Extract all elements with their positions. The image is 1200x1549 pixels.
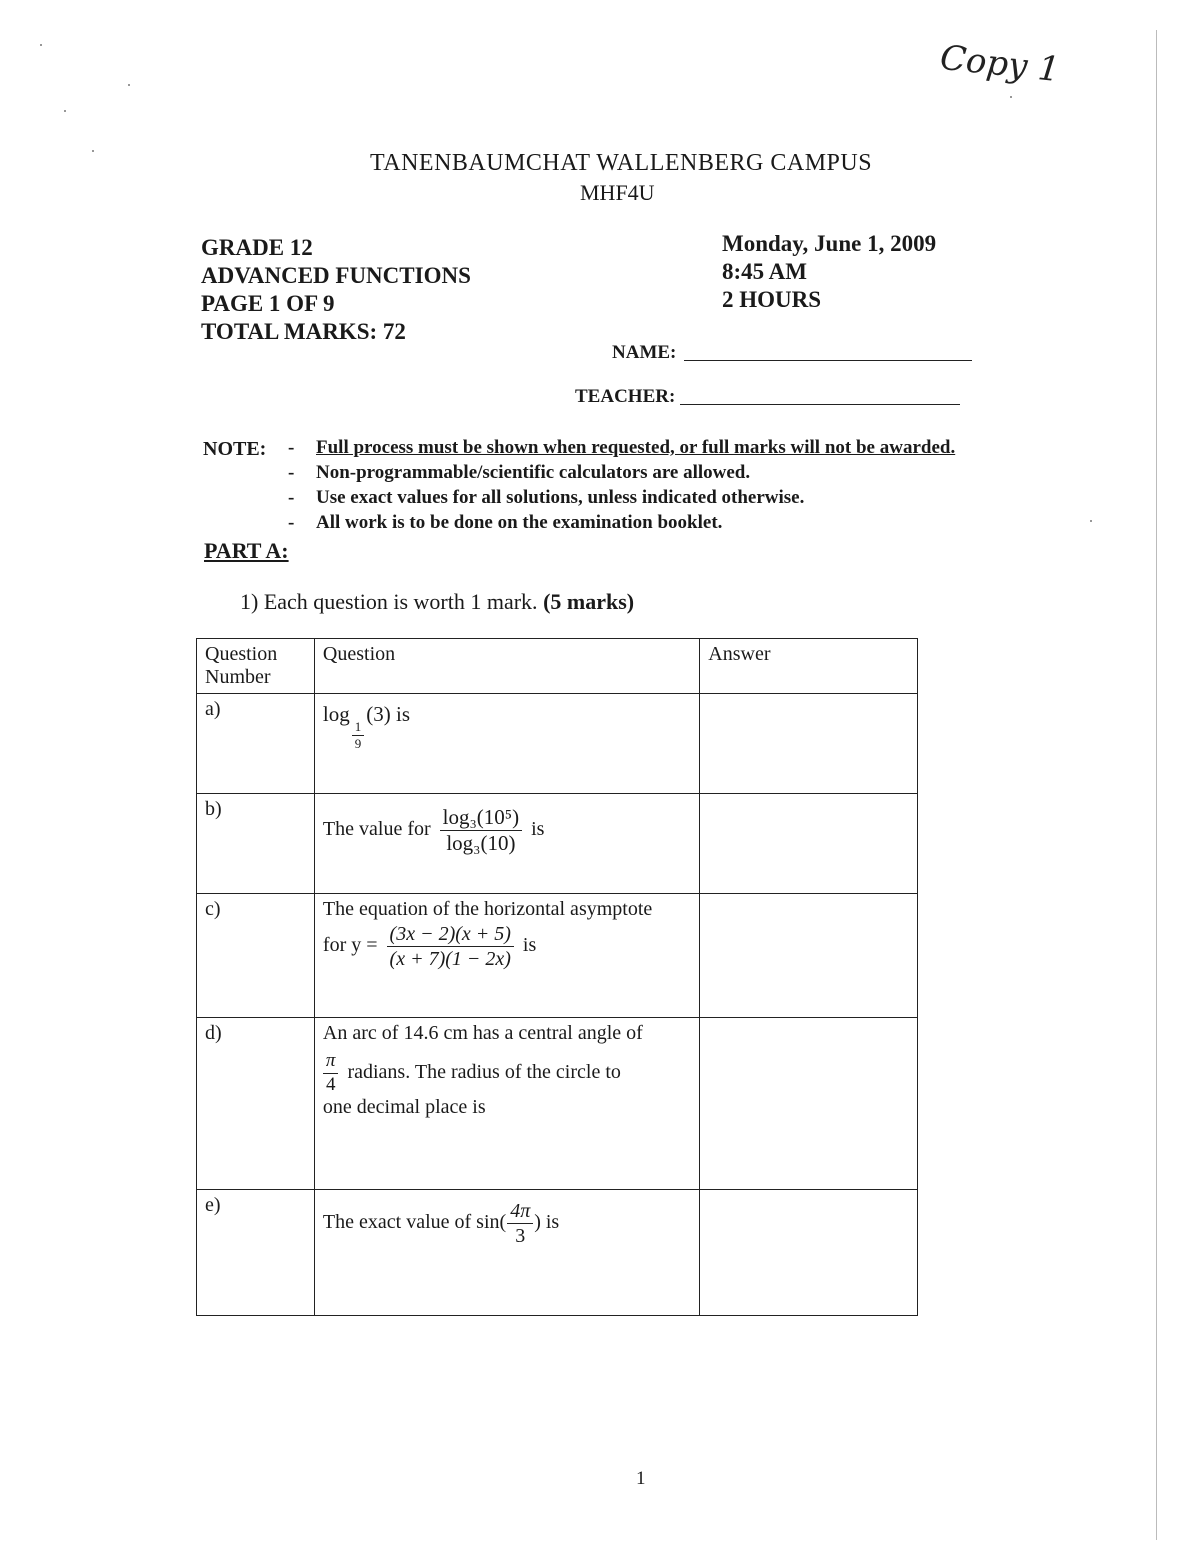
scan-edge-line	[1156, 30, 1157, 1540]
header-question-number: Question Number	[197, 639, 315, 694]
exam-info-left	[201, 234, 471, 346]
note-dash: -	[288, 437, 295, 458]
answer-cell[interactable]	[700, 894, 918, 1018]
question-label: e)	[197, 1190, 315, 1316]
question-cell	[314, 1018, 699, 1190]
scan-speck	[1010, 96, 1012, 98]
question-label: b)	[197, 794, 315, 894]
fraction-numerator: π	[323, 1051, 339, 1074]
table-row	[197, 694, 918, 794]
note-dash: -	[288, 462, 295, 483]
subject-label: ADVANCED FUNCTIONS	[201, 263, 471, 288]
note-text: Use exact values for all solutions, unless indicated otherwise.	[316, 487, 805, 508]
table-row	[197, 794, 918, 894]
note-text: All work is to be done on the examination booklet.	[316, 512, 723, 533]
question-1-marks: (5 marks)	[543, 589, 635, 614]
question-b-text	[323, 806, 691, 855]
question-a-suffix: (3) is	[366, 702, 411, 726]
exam-time: 8:45 AM	[722, 259, 807, 284]
table-row	[197, 894, 918, 1018]
question-cell	[314, 894, 699, 1018]
base-numerator: 1	[352, 720, 365, 736]
teacher-field[interactable]	[680, 404, 960, 405]
answer-cell[interactable]	[700, 694, 918, 794]
note-item	[288, 512, 955, 537]
scan-speck	[1090, 520, 1092, 522]
question-e-text	[323, 1200, 691, 1247]
note-item	[288, 487, 955, 512]
header-question: Question	[314, 639, 699, 694]
question-cell	[314, 1190, 699, 1316]
fraction-denominator: (x + 7)(1 − 2x)	[389, 948, 511, 970]
teacher-label: TEACHER:	[575, 386, 676, 407]
question-cell	[314, 794, 699, 894]
question-e-suffix: ) is	[534, 1211, 560, 1234]
note-dash: -	[288, 512, 295, 533]
grade-label: GRADE 12	[201, 235, 313, 260]
fraction-numerator: log₃(10⁵)	[440, 806, 522, 831]
note-label: NOTE:	[203, 438, 267, 460]
page-number: 1	[636, 1468, 646, 1489]
note-list	[288, 437, 955, 537]
question-label: c)	[197, 894, 315, 1018]
question-d-line3: one decimal place is	[322, 1095, 486, 1118]
name-label: NAME:	[612, 342, 677, 363]
question-e-prefix: The exact value of sin(	[322, 1211, 507, 1234]
scan-speck	[92, 150, 94, 152]
log-base-fraction	[352, 720, 365, 752]
question-1-text: 1) Each question is worth 1 mark.	[240, 589, 538, 614]
table-row	[197, 1190, 918, 1316]
exam-date: Monday, June 1, 2009	[722, 231, 937, 256]
log-ratio-fraction	[440, 806, 522, 855]
sine-argument-fraction	[507, 1200, 533, 1247]
log-text: log	[322, 702, 350, 726]
part-a-heading: PART A:	[204, 538, 289, 563]
answer-cell[interactable]	[700, 1190, 918, 1316]
question-label: a)	[197, 694, 315, 794]
angle-fraction	[323, 1051, 339, 1096]
scan-speck	[64, 110, 66, 112]
course-code: MHF4U	[580, 180, 655, 205]
note-item	[288, 437, 955, 462]
header-answer: Answer	[700, 639, 918, 694]
note-item	[288, 462, 955, 487]
question-a-text	[323, 702, 691, 752]
question-c-suffix: is	[522, 934, 537, 957]
fraction-denominator: 3	[515, 1225, 526, 1247]
table-row	[197, 1018, 918, 1190]
page-count-label: PAGE 1 OF 9	[201, 291, 335, 316]
question-cell	[314, 694, 699, 794]
fraction-denominator: 4	[325, 1073, 336, 1095]
question-d-text: radians. The radius of the circle to	[347, 1060, 621, 1083]
name-field[interactable]	[684, 360, 972, 361]
exam-duration: 2 HOURS	[722, 287, 822, 312]
exam-info-right	[722, 230, 936, 314]
question-1-intro	[240, 589, 634, 615]
fraction-numerator: (3x − 2)(x + 5)	[387, 923, 514, 947]
question-table	[196, 638, 918, 1316]
fraction-denominator: log₃(10)	[446, 831, 516, 856]
scan-speck	[40, 44, 42, 46]
rational-function-fraction	[387, 923, 514, 970]
note-dash: -	[288, 487, 295, 508]
question-label: d)	[197, 1018, 315, 1190]
question-d-line1: An arc of 14.6 cm has a central angle of	[322, 1022, 643, 1044]
school-name: TANENBAUMCHAT WALLENBERG CAMPUS	[370, 150, 873, 176]
question-c-expression	[323, 923, 691, 970]
total-marks-label: TOTAL MARKS: 72	[201, 319, 406, 344]
question-b-suffix: is	[531, 818, 545, 841]
scan-speck	[128, 84, 130, 86]
handwritten-copy-note: Copy 1	[938, 37, 1062, 91]
fraction-numerator: 4π	[507, 1200, 533, 1224]
base-denominator: 9	[354, 736, 362, 752]
note-text: Non-programmable/scientific calculators are allowed.	[316, 462, 751, 483]
note-text: Full process must be shown when requested, or full marks will not be awarded.	[316, 437, 956, 458]
answer-cell[interactable]	[700, 794, 918, 894]
question-c-line1: The equation of the horizontal asymptote	[322, 898, 653, 920]
question-b-prefix: The value for	[322, 818, 431, 841]
answer-cell[interactable]	[700, 1018, 918, 1190]
question-d-line2	[323, 1051, 691, 1096]
question-c-prefix: for y =	[322, 934, 378, 957]
table-header-row	[197, 639, 918, 694]
